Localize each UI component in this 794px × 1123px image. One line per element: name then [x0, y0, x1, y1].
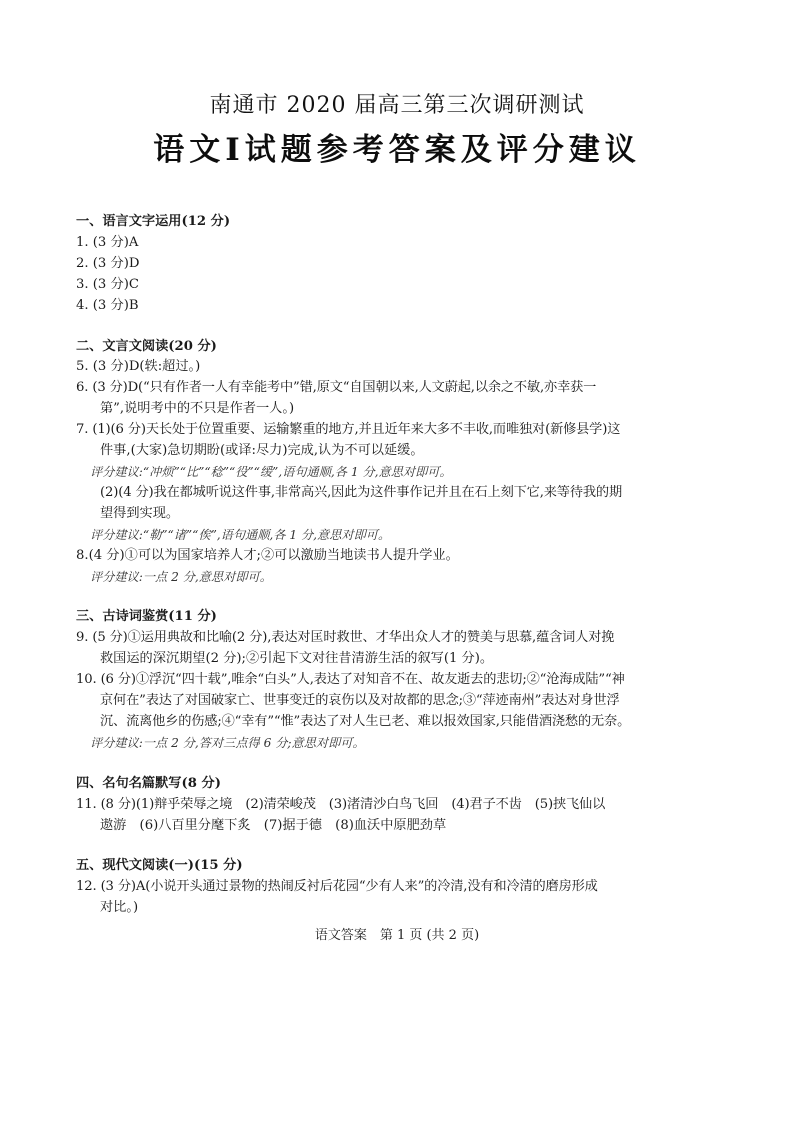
section-heading: 一、语言文字运用(12 分) — [76, 214, 231, 229]
section-modern-reading — [76, 856, 668, 919]
section-recitation — [76, 774, 668, 837]
section-heading: 三、古诗词鉴赏(11 分) — [76, 609, 217, 625]
answer-line-q10: 10. (6 分)①浮沉“四十载”,唯余“白头”人,表达了对知音不在、故友逝去的悲切;②“沧海成陆”“神 — [76, 672, 625, 688]
section-poetry-appreciation — [76, 607, 668, 753]
section-heading: 二、文言文阅读(20 分) — [76, 338, 217, 354]
answer-line-q12-cont: 对比。) — [100, 900, 139, 916]
answer-line-q6-cont: 第”,说明考中的不只是作者一人。) — [100, 401, 295, 417]
answer-line-q9: 9. (5 分)①运用典故和比喻(2 分),表达对匡时救世、才华出众人才的赞美与思慕,蕴含词人对挽 — [76, 630, 615, 646]
section-heading: 四、名句名篇默写(8 分) — [76, 775, 221, 791]
scoring-note: 评分建议:“冲烦”“比”“稔”“役”“缓”,语句通顺,各 1 分,意思对即可。 — [90, 464, 452, 479]
answer-line-q11: 11. (8 分)(1)辩乎荣辱之境 (2)清荣峻茂 (3)渚清沙白鸟飞回 (4)君子不齿 (5)挟飞仙以 — [76, 796, 606, 812]
answer-line-q4: 4. (3 分)B — [76, 297, 139, 313]
answer-line-q7-1-cont: 件事,(大家)急切期盼(或译:尽力)完成,认为不可以延缓。 — [100, 443, 424, 459]
answer-line-q8: 8.(4 分)①可以为国家培养人才;②可以激励当地读书人提升学业。 — [76, 547, 459, 563]
answer-line-q3: 3. (3 分)C — [76, 276, 139, 292]
scoring-note: 评分建议:一点 2 分,意思对即可。 — [90, 569, 272, 584]
answer-line-q9-cont: 救国运的深沉期望(2 分);②引起下文对往昔清游生活的叙写(1 分)。 — [100, 651, 494, 667]
answer-line-q2: 2. (3 分)D — [76, 255, 140, 271]
answer-line-q6: 6. (3 分)D(“只有作者一人有幸能考中”错,原文“自国朝以来,人文蔚起,以余之不敏,亦幸获一 — [76, 380, 597, 396]
answer-line-q7-1: 7. (1)(6 分)天长处于位置重要、运输繁重的地方,并且近年来大多不丰收,而唯独对(新修县学)这 — [76, 422, 621, 438]
answer-line-q10-cont: 沉、流离他乡的伤感;④“幸有”“惟”表达了对人生已老、难以报效国家,只能借酒浇愁的无奈。 — [100, 713, 631, 729]
answer-line-q1: 1. (3 分)A — [76, 234, 139, 250]
exam-title: 南通市 2020 届高三第三次调研测试 — [209, 93, 585, 118]
answer-line-q11-cont: 遨游 (6)八百里分麾下炙 (7)据于德 (8)血沃中原肥劲草 — [100, 817, 447, 833]
answer-line-q7-2: (2)(4 分)我在都城听说这件事,非常高兴,因此为这件事作记并且在石上刻下它,来等待我的期 — [100, 484, 622, 500]
answer-line-q12: 12. (3 分)A(小说开头通过景物的热闹反衬后花园“少有人来”的冷清,没有和冷清的磨房形成 — [76, 879, 598, 895]
page-footer: 语文答案 第 1 页 (共 2 页) — [314, 928, 480, 943]
scoring-note: 评分建议:“勒”“诸”“俟”,语句通顺,各 1 分,意思对即可。 — [90, 527, 391, 542]
answer-line-q7-2-cont: 望得到实现。 — [100, 505, 180, 521]
section-classical-chinese — [76, 337, 668, 588]
answer-line-q10-cont: 京何在”表达了对国破家亡、世事变迁的哀伤以及对故都的思念;③“萍迹南州”表达对身世浮 — [100, 693, 620, 709]
scoring-note: 评分建议:一点 2 分,答对三点得 6 分;意思对即可。 — [90, 735, 365, 750]
document-subtitle: 语文Ⅰ试题参考答案及评分建议 — [153, 132, 641, 168]
answer-body — [76, 212, 668, 939]
section-heading: 五、现代文阅读(一)(15 分) — [76, 858, 243, 874]
answer-line-q5: 5. (3 分)D(轶:超过。) — [76, 359, 201, 375]
section-language-use — [76, 212, 668, 317]
